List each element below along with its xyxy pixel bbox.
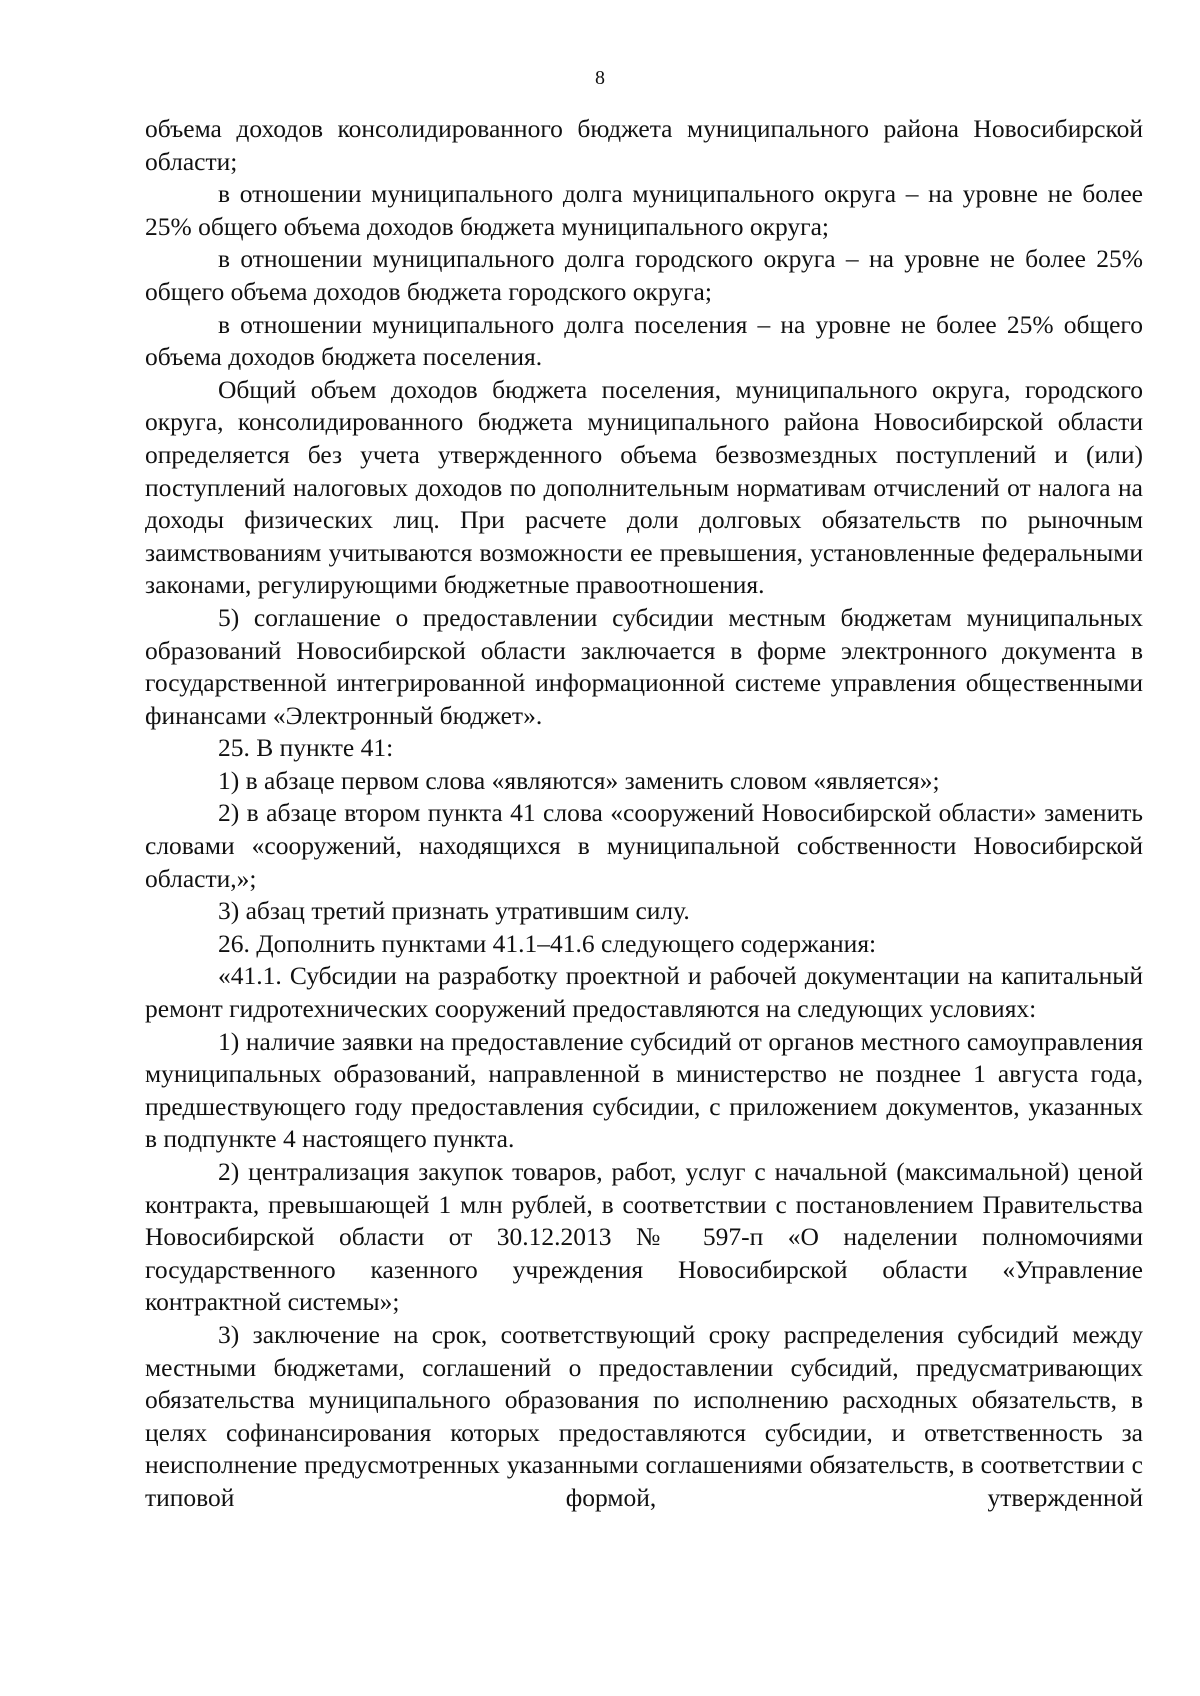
paragraph: 3) абзац третий признать утратившим силу. — [218, 896, 690, 926]
paragraph: 2) в абзаце втором пункта 41 слова «сооружений Новосибирской области» заменить словами «сооружений, находящихся в муниципальной собственности Новосибирской области,»; — [145, 798, 1143, 893]
paragraph: объема доходов консолидированного бюджета муниципального района Новосибирской области; — [145, 114, 1143, 176]
paragraph: 1) в абзаце первом слова «являются» заменить словом «является»; — [218, 765, 940, 795]
paragraph: 25. В пункте 41: — [218, 733, 394, 763]
paragraph: 26. Дополнить пунктами 41.1–41.6 следующего содержания: — [218, 928, 877, 958]
paragraph: «41.1. Субсидии на разработку проектной и рабочей документации на капитальный ремонт гидротехнических сооружений предоставляются на следующих условиях: — [145, 961, 1143, 1024]
document-body — [145, 113, 1143, 1515]
paragraph: 2) централизация закупок товаров, работ, услуг с начальной (максимальной) ценой контракта, превышающей 1 млн рублей, в соответствии с постановлением Правительства Новосибирской области от 30.12.2013 № 597-п «О наделении полномочиями государственного казенного учреждения Новосибирской области «Управление контрактной системы»; — [145, 1157, 1143, 1317]
paragraph: в отношении муниципального долга городского округа – на уровне не более 25% общего объема доходов бюджета городского округа; — [145, 244, 1143, 306]
paragraph: 1) наличие заявки на предоставление субсидий от органов местного самоуправления муниципальных образований, направленной в министерство не позднее 1 августа года, предшествующего году предоставления субсидии, с приложением документов, указанных в подпункте 4 настоящего пункта. — [145, 1026, 1143, 1154]
paragraph: 3) заключение на срок, соответствующий сроку распределения субсидий между местными бюджетами, соглашений о предоставлении субсидий, предусматривающих обязательства муниципального образования по исполнению расходных обязательств, в целях софинансирования которых предоставляются субсидии, и ответственность за неисполнение предусмотренных указанными соглашениями обязательств, в соответствии с типовой формой, утвержденной — [145, 1319, 1143, 1512]
paragraph: 5) соглашение о предоставлении субсидии местным бюджетам муниципальных образований Новосибирской области заключается в форме электронного документа в государственной интегрированной информационной системе управления общественными финансами «Электронный бюджет». — [145, 602, 1143, 730]
paragraph: в отношении муниципального долга муниципального округа – на уровне не более 25% общего объема доходов бюджета муниципального округа; — [145, 179, 1143, 241]
paragraph: Общий объем доходов бюджета поселения, муниципального округа, городского округа, консолидированного бюджета муниципального района Новосибирской области определяется без учета утвержденного объема безвозмездных поступлений и (или) поступлений налоговых доходов по дополнительным нормативам отчислений от налога на доходы физических лиц. При расчете доли долговых обязательств по рыночным заимствованиям учитываются возможности ее превышения, установленные федеральными законами, регулирующими бюджетные правоотношения. — [145, 374, 1143, 600]
paragraph: в отношении муниципального долга поселения – на уровне не более 25% общего объема доходов бюджета поселения. — [145, 309, 1143, 372]
page-number: 8 — [595, 67, 605, 89]
